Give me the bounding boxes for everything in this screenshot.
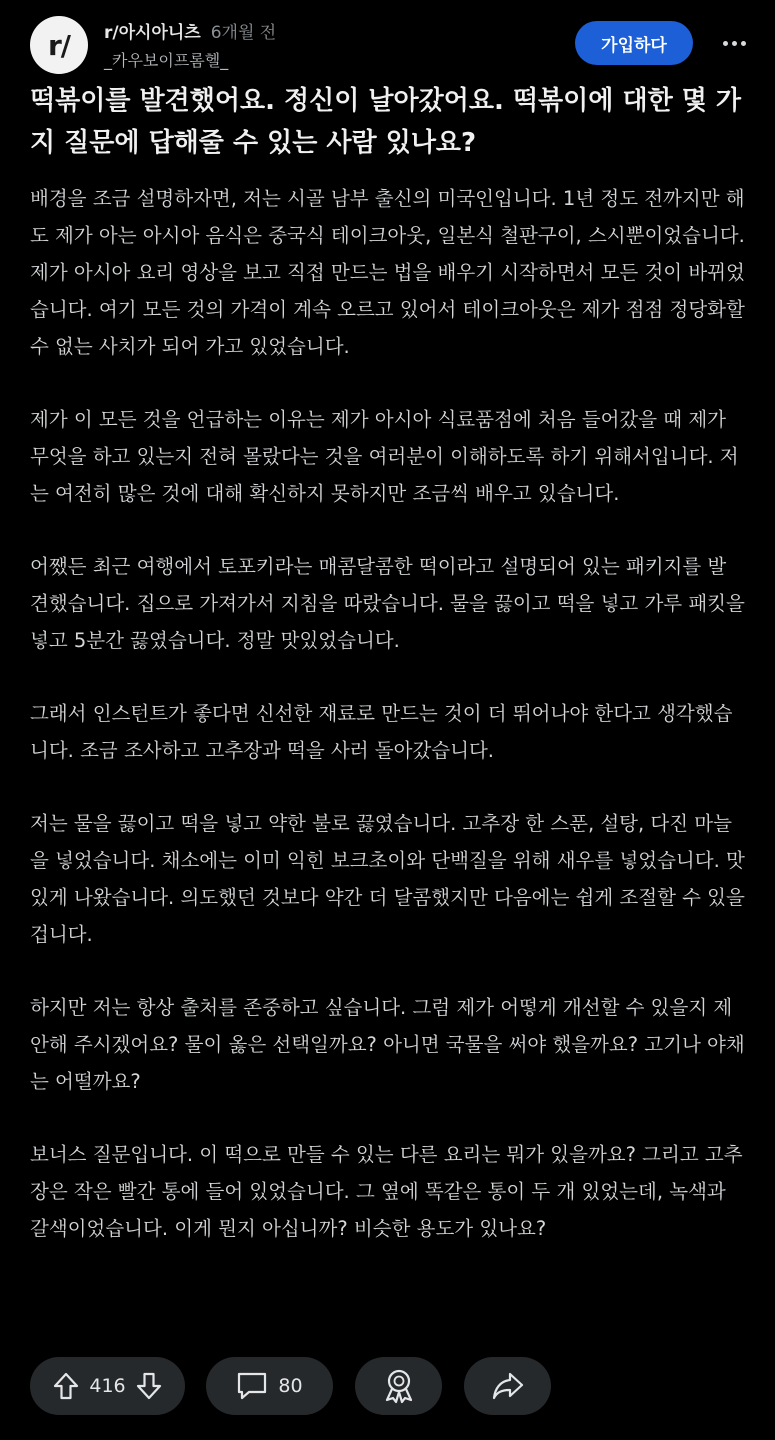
more-options-icon[interactable] <box>717 26 751 60</box>
upvote-icon[interactable] <box>53 1372 79 1400</box>
post-age: 6개월 전 <box>210 23 277 43</box>
post-paragraph: 그래서 인스턴트가 좋다면 신선한 재료로 만드는 것이 더 뛰어나야 한다고 생각했습니다. 조금 조사하고 고추장과 떡을 사러 돌아갔습니다. <box>30 702 733 762</box>
post-title: 떡볶이를 발견했어요. 정신이 날아갔어요. 떡볶이에 대한 몇 가지 질문에 답해줄 수 있는 사람 있나요? <box>30 86 742 158</box>
subreddit-name[interactable]: r/아시아니츠 <box>104 23 201 43</box>
share-button[interactable] <box>464 1357 551 1415</box>
downvote-icon[interactable] <box>136 1372 162 1400</box>
post-paragraph: 어쨌든 최근 여행에서 토포키라는 매콤달콤한 떡이라고 설명되어 있는 패키지를 발견했습니다. 집으로 가져가서 지침을 따랐습니다. 물을 끓이고 떡을 넣고 가루 패킷을 넣고 5분간 끓였습니다. 정말 맛있었습니다. <box>30 555 745 652</box>
share-icon <box>491 1371 525 1401</box>
award-icon <box>382 1368 416 1404</box>
post-paragraph: 저는 물을 끓이고 떡을 넣고 약한 불로 끓였습니다. 고추장 한 스푼, 설탕, 다진 마늘을 넣었습니다. 채소에는 이미 익힌 보크초이와 단백질을 위해 새우를 넣었습니다. 맛있게 나왔습니다. 의도했던 것보다 약간 더 달콤했지만 다음에는 쉽게 조절할 수 있을 겁니다. <box>30 812 745 946</box>
more-dot <box>741 41 746 46</box>
join-button[interactable]: 가입하다 <box>575 21 693 65</box>
post-body <box>30 180 745 1283</box>
post-paragraph: 보너스 질문입니다. 이 떡으로 만들 수 있는 다른 요리는 뭐가 있을까요? 그리고 고추장은 작은 빨간 통에 들어 있었습니다. 그 옆에 똑같은 통이 두 개 있었는데, 녹색과 갈색이었습니다. 이게 뭔지 아십니까? 비슷한 용도가 있나요? <box>30 1143 743 1240</box>
vote-count: 416 <box>89 1375 126 1397</box>
comment-icon <box>236 1371 268 1401</box>
comments-button[interactable] <box>206 1357 333 1415</box>
comment-count: 80 <box>278 1375 303 1397</box>
subreddit-line <box>104 18 276 43</box>
award-button[interactable] <box>355 1357 442 1415</box>
author-name[interactable]: _카우보이프롬헬_ <box>104 51 229 70</box>
post-paragraph: 하지만 저는 항상 출처를 존중하고 싶습니다. 그럼 제가 어떻게 개선할 수 있을지 제안해 주시겠어요? 물이 옳은 선택일까요? 아니면 국물을 써야 했을까요? 고기나 야채는 어떨까요? <box>30 996 745 1093</box>
vote-pill <box>30 1357 185 1415</box>
post-paragraph: 배경을 조금 설명하자면, 저는 시골 남부 출신의 미국인입니다. 1년 정도 전까지만 해도 제가 아는 아시아 음식은 중국식 테이크아웃, 일본식 철판구이, 스시뿐이었습니다. 제가 아시아 요리 영상을 보고 직접 만드는 법을 배우기 시작하면서 모든 것이 바뀌었습니다. 여기 모든 것의 가격이 계속 오르고 있어서 테이크아웃은 제가 점점 정당화할 수 없는 사치가 되어 가고 있었습니다. <box>30 187 745 358</box>
more-dot <box>723 41 728 46</box>
post-header <box>30 12 751 76</box>
post-paragraph: 제가 이 모든 것을 언급하는 이유는 제가 아시아 식료품점에 처음 들어갔을 때 제가 무엇을 하고 있는지 전혀 몰랐다는 것을 여러분이 이해하도록 하기 위해서입니다. 저는 여전히 많은 것에 대해 확신하지 못하지만 조금씩 배우고 있습니다. <box>30 408 739 505</box>
more-dot <box>732 41 737 46</box>
subreddit-avatar[interactable]: r/ <box>30 16 88 74</box>
